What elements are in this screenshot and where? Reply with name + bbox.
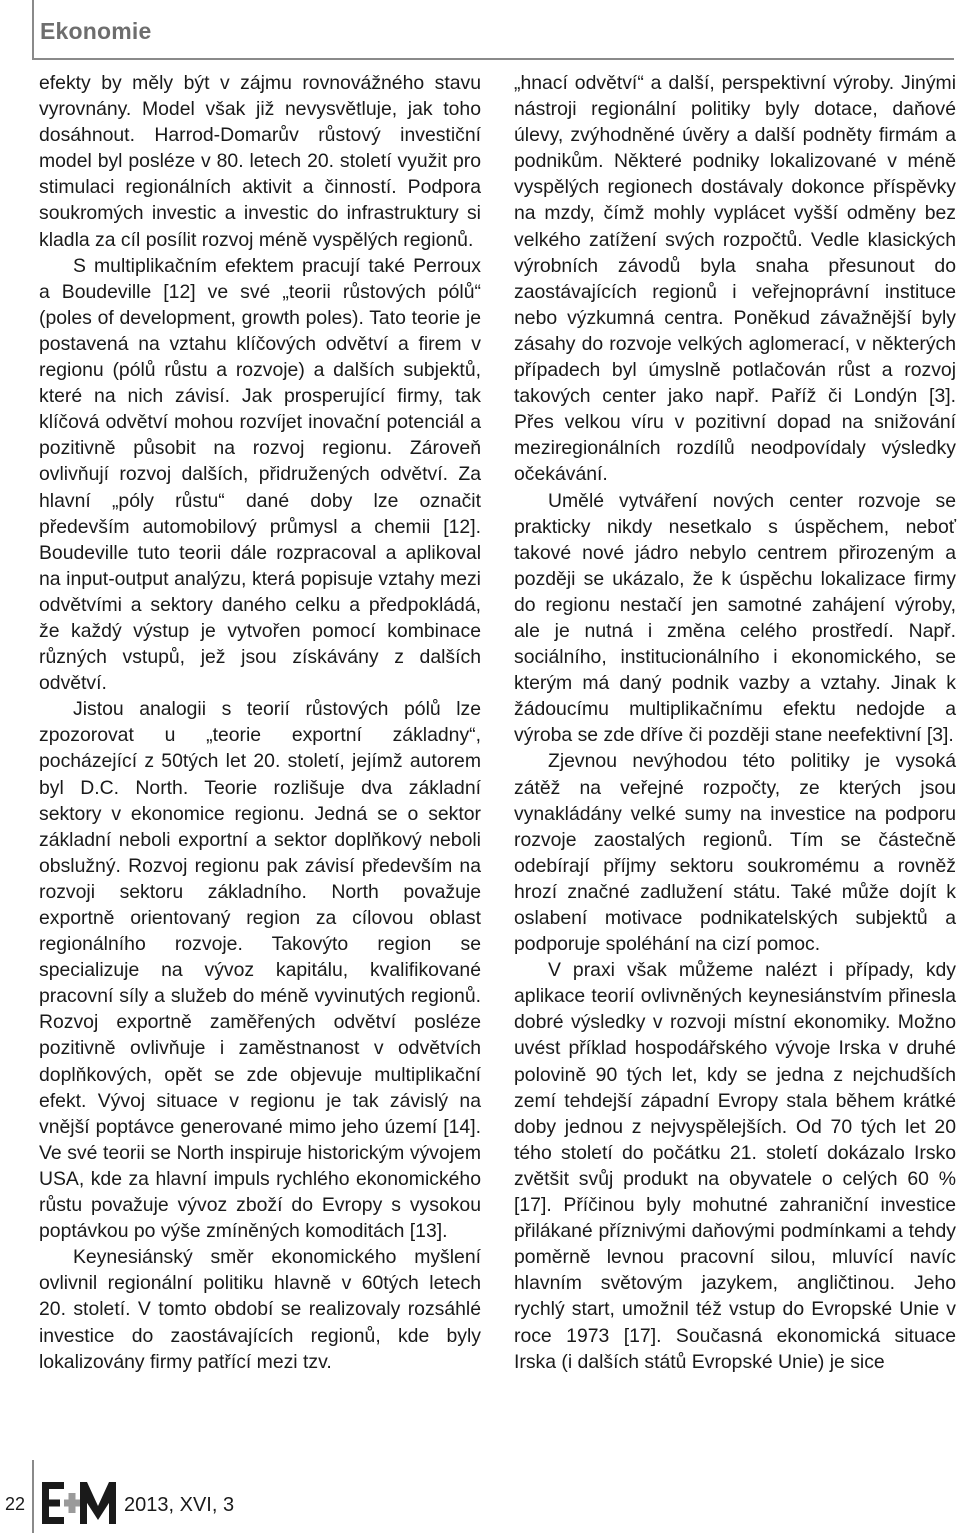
paragraph: Jistou analogii s teorií růstových pólů lze zpozorovat u „teorie exportní základny“, pocházející z 50tých let 20. století, jejímž autorem byl D.C. North. Teorie rozlišuje dva základní sektory v ekonomice regionu. Jedná se o sektor základní neboli exportní a sektor doplňkový neboli obslužný. Rozvoj regionu pak závisí především na rozvoji sektoru základního. North považuje exportně orientovaný region za cílovou oblast regionálního rozvoje. Takovýto region se specializuje na vývoz kapitálu, kvalifikované pracovní síly a služeb do méně vyvinutých regionů. Rozvoj exportně zaměřených odvětví posléze pozitivně ovlivňuje i zaměstnanost v odvětvích doplňkových, opět se zde objevuje multiplikační efekt. Vývoj situace v regionu je tak závislý na vnější poptávce generované mimo jeho území [14]. Ve své teorii se North inspiruje historickým vývojem USA, kde za hlavní impuls rychlého ekonomického růstu považuje vývoz zboží do Evropy s vysokou poptávkou po výše zmíněných komoditách [13]. — [39, 698, 481, 1243]
left-column — [39, 70, 481, 1375]
logo-letter-m — [80, 1482, 116, 1524]
issue-info: 2013, XVI, 3 — [124, 1494, 235, 1516]
footer-vertical-rule — [32, 1460, 34, 1533]
paragraph: Keynesiánský směr ekonomického myšlení ovlivnil regionální politiku hlavně v 60tých letech 20. století. V tomto období se realizovaly rozsáhlé investice do zaostávajících regionů, kde byly lokalizovány firmy patřící mezi tzv. — [39, 1246, 481, 1373]
paragraph: Umělé vytváření nových center rozvoje se prakticky nikdy nesetkalo s úspěchem, neboť takové nové jádro nebylo centrem přirozeným a později se ukázalo, že k úspěchu lokalizace firmy do regionu nestačí jen samotné zahájení výroby, ale je nutná i změna celého prostředí. Např. sociálního, institucionálního i ekonomického, se kterým má daný podnik vazby a vztahy. Jinak k žádoucímu multiplikačnímu efektu nedojde a výroba se zde dříve či později stane neefektivní [3]. — [514, 489, 956, 747]
logo-plus — [64, 1493, 80, 1513]
header-horizontal-rule — [32, 58, 954, 60]
paragraph: efekty by měly být v zájmu rovnovážného stavu vyrovnány. Model však již nevysvětluje, jak toho dosáhnout. Harrod-Domarův růstový investiční model byl posléze v 80. letech 20. století využit pro stimulaci regionálních aktivit a činností. Podpora soukromých investic a investic do infrastruktury si kladla za cíl posílit rozvoj méně vyspělých regionů. — [39, 72, 481, 251]
logo-letter-e — [42, 1482, 64, 1524]
page-number: 22 — [4, 1494, 26, 1514]
right-column — [514, 70, 956, 1375]
paragraph: V praxi však můžeme nalézt i případy, kdy aplikace teorií ovlivněných keynesiánstvím přinesla dobré výsledky v rozvoji místní ekonomiky. Možno uvést příklad hospodářského vývoje Irska v druhé polovině 90 tých let, kdy se jedna z nejchudších zemí tehdejší západní Evropy stala během krátké doby jednou z nejvyspělejších. Od 70 tých let 20 tého století do počátku 21. století dokázalo Irsko zvětšit svůj produkt na obyvatele o celých 60 % [17]. Příčinou byly mohutné zahraniční investice přilákané příznivými daňovými podmínkami a tehdy poměrně levnou pracovní silou, mluvící navíc hlavním světovým jazykem, angličtinou. Jeho rychlý start, umožnil též vstup do Evropské Unie v roce 1973 [17]. Současná ekonomická situace Irska (i dalších států Evropské Unie) je sice — [514, 959, 956, 1373]
header-vertical-rule — [32, 0, 34, 60]
section-title: Ekonomie — [40, 18, 152, 44]
paragraph: „hnací odvětví“ a další, perspektivní výroby. Jinými nástroji regionální politiky byly dotace, daňové úlevy, zvýhodněné úvěry a další podněty firmám a podnikům. Některé podniky lokalizované v méně vyspělých regionech dostávaly dokonce příspěvky na mzdy, čímž mohly vyplácet vyšší odměny bez velkého zatížení svých rozpočtů. Vedle klasických výrobních závodů byla snaha přesunout do zaostávajících regionů i veřejnoprávní instituce nebo výzkumná centra. Poněkud závažnější byly zásahy do rozvoje velkých aglomerací, v některých případech byl úmyslně potlačován růst a rozvoj takových center jako např. Paříž či Londýn [3]. Přes velkou víru v pozitivní dopad na snižování meziregionálních rozdílů neodpovídaly výsledky očekávání. — [514, 72, 956, 486]
paragraph: S multiplikačním efektem pracují také Perroux a Boudeville [12] ve své „teorii růstových pólů“ (poles of development, growth poles). Tato teorie je postavená na vztahu klíčových odvětví a firem v regionu (pólů růstu a rozvoje) a dalších subjektů, které na nich závisí. Jak prosperující firmy, tak klíčová odvětví mohou rozvíjet inovační potenciál a pozitivně působit na rozvoj regionu. Zároveň ovlivňují rozvoj dalších, přidružených odvětví. Za hlavní „póly růstu“ dané doby lze označit především automobilový průmysl a chemii [12]. Boudeville tuto teorii dále rozpracoval a aplikoval na input-output analýzu, která popisuje vztahy mezi odvětvími a sektory daného celku a předpokládá, že každý výstup je vytvořen pomocí kombinace různých vstupů, jež jsou získávány z dalších odvětví. — [39, 254, 481, 695]
journal-logo — [42, 1480, 116, 1526]
paragraph: Zjevnou nevýhodou této politiky je vysoká zátěž na veřejné rozpočty, ze kterých jsou vynakládány velké sumy na investice na podporu rozvoje zaostalých regionů. Tím se částečně odebírají příjmy sektoru soukromému a rovněž hrozí značné zadlužení státu. Také může dojít k oslabení motivace podnikatelských subjektů a podporuje spoléhání na cizí pomoc. — [514, 750, 956, 956]
